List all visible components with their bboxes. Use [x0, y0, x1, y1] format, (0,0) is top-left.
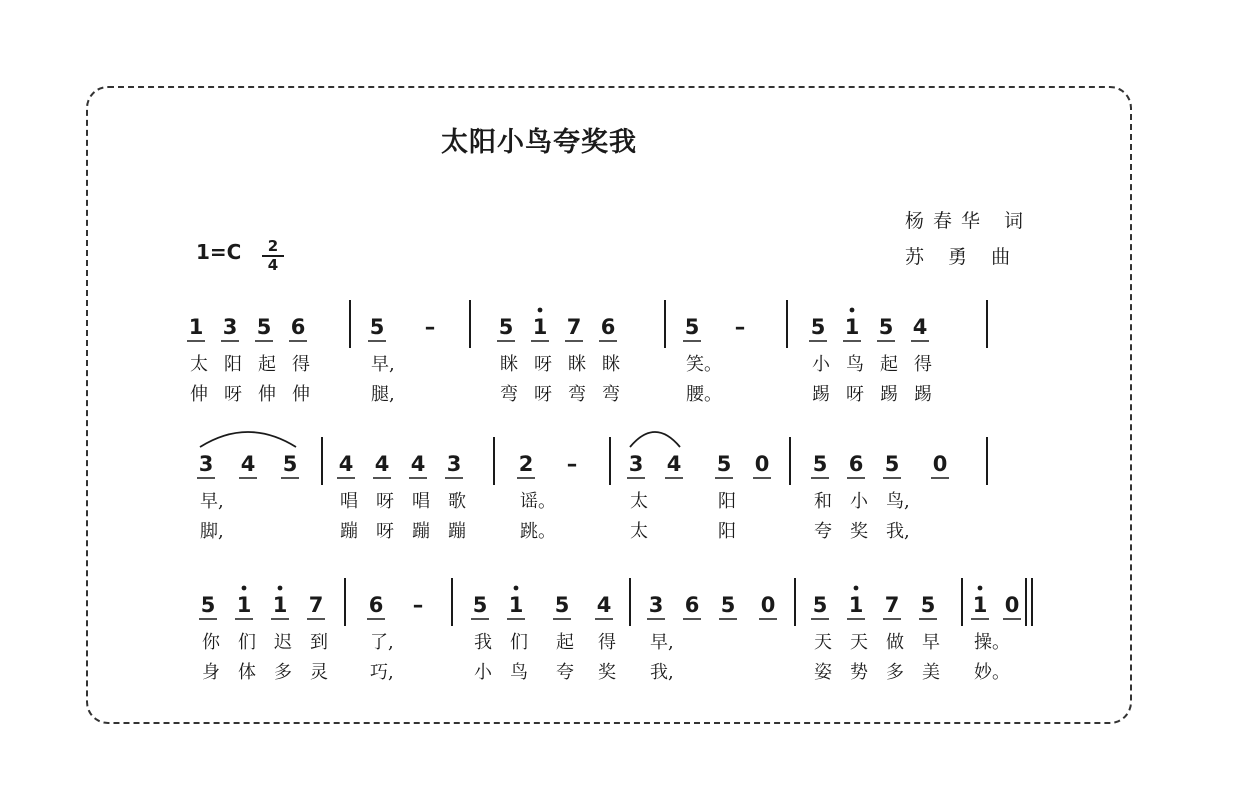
lyric-syllable: 得 — [598, 632, 616, 653]
lyric-syllable: 做 — [886, 632, 904, 653]
lyric-syllable: 眯 — [602, 354, 620, 375]
lyric-syllable: 美 — [922, 662, 940, 683]
lyric-syllable: 奖 — [850, 521, 868, 542]
note: 3 — [446, 452, 462, 476]
lyric-syllable: 早 — [922, 632, 940, 653]
high-octave-dot — [850, 308, 855, 313]
lyric-syllable: 我, — [650, 662, 674, 683]
lyric-syllable: 得 — [292, 354, 310, 375]
note: 5 — [498, 315, 514, 339]
note: 5 — [200, 593, 216, 617]
lyric-syllable: 多 — [886, 662, 904, 683]
lyric-syllable: 姿 — [814, 662, 832, 683]
lyric-syllable: 脚, — [200, 521, 224, 542]
lyric-syllable: 起 — [258, 354, 276, 375]
lyric-syllable: 伸 — [258, 384, 276, 405]
lyric-syllable: 弯 — [500, 384, 518, 405]
note: 3 — [648, 593, 664, 617]
note: 7 — [308, 593, 324, 617]
slur-arc — [630, 432, 680, 447]
lyricist-credit: 杨春华 词 — [905, 210, 1033, 232]
lyric-syllable: 我, — [886, 521, 910, 542]
note: 4 — [410, 452, 426, 476]
lyric-syllable: 蹦 — [340, 521, 358, 542]
note: 3 — [222, 315, 238, 339]
note: 7 — [884, 593, 900, 617]
lyric-syllable: 多 — [274, 662, 292, 683]
note: 5 — [282, 452, 298, 476]
note: 5 — [472, 593, 488, 617]
lyric-syllable: 谣。 — [520, 491, 556, 512]
note: 6 — [848, 452, 864, 476]
note: 2 — [518, 452, 534, 476]
note: 5 — [720, 593, 736, 617]
high-octave-dot — [854, 586, 859, 591]
note: 1 — [972, 593, 988, 617]
lyric-syllable: 早, — [650, 632, 674, 653]
note: 1 — [848, 593, 864, 617]
lyric-syllable: 蹦 — [412, 521, 430, 542]
note: 4 — [596, 593, 612, 617]
lyric-syllable: 呀 — [534, 354, 552, 375]
lyric-syllable: 踢 — [914, 384, 932, 405]
note: 5 — [884, 452, 900, 476]
lyric-syllable: 们 — [238, 632, 256, 653]
note: 0 — [754, 452, 770, 476]
lyric-syllable: 太 — [630, 521, 648, 542]
note: 4 — [338, 452, 354, 476]
lyric-syllable: 我 — [474, 632, 492, 653]
high-octave-dot — [538, 308, 543, 313]
lyric-syllable: 夸 — [814, 521, 832, 542]
lyric-syllable: 弯 — [602, 384, 620, 405]
lyric-syllable: 小 — [812, 354, 830, 375]
lyric-syllable: 伸 — [190, 384, 208, 405]
lyric-syllable: 早, — [200, 491, 224, 512]
note: 5 — [810, 315, 826, 339]
note: 6 — [600, 315, 616, 339]
lyric-syllable: 妙。 — [974, 662, 1010, 683]
lyric-syllable: 眯 — [568, 354, 586, 375]
note: 1 — [532, 315, 548, 339]
note: – — [412, 593, 424, 617]
key-signature: 1=C — [196, 240, 242, 264]
lyric-syllable: 踢 — [880, 384, 898, 405]
note: 5 — [554, 593, 570, 617]
composer-credit: 苏 勇 曲 — [905, 246, 1020, 268]
lyric-syllable: 呀 — [534, 384, 552, 405]
note: 4 — [240, 452, 256, 476]
lyric-syllable: 太 — [630, 491, 648, 512]
lyric-syllable: 鸟 — [510, 662, 528, 683]
lyric-syllable: 身 — [202, 662, 220, 683]
lyric-syllable: 巧, — [370, 662, 394, 683]
lyric-syllable: 阳 — [224, 354, 242, 375]
lyric-syllable: 灵 — [310, 662, 328, 683]
time-signature-bottom: 4 — [262, 255, 284, 274]
note: 0 — [1004, 593, 1020, 617]
lyric-syllable: 伸 — [292, 384, 310, 405]
lyric-syllable: 歌 — [448, 491, 466, 512]
lyric-syllable: 起 — [556, 632, 574, 653]
lyric-syllable: 天 — [814, 632, 832, 653]
note: 0 — [932, 452, 948, 476]
lyric-syllable: 奖 — [598, 662, 616, 683]
note: 4 — [374, 452, 390, 476]
high-octave-dot — [514, 586, 519, 591]
high-octave-dot — [242, 586, 247, 591]
slur-arc — [200, 432, 296, 447]
lyric-syllable: 腿, — [371, 384, 395, 405]
high-octave-dot — [978, 586, 983, 591]
lyric-syllable: 鸟, — [886, 491, 910, 512]
note: 1 — [236, 593, 252, 617]
lyric-syllable: 势 — [850, 662, 868, 683]
lyric-syllable: 笑。 — [686, 354, 722, 375]
lyric-syllable: 蹦 — [448, 521, 466, 542]
note: 6 — [684, 593, 700, 617]
note: 5 — [716, 452, 732, 476]
note: 5 — [878, 315, 894, 339]
lyric-syllable: 唱 — [340, 491, 358, 512]
note: – — [566, 452, 578, 476]
note: 1 — [272, 593, 288, 617]
note: 3 — [628, 452, 644, 476]
lyric-syllable: 眯 — [500, 354, 518, 375]
note: 4 — [912, 315, 928, 339]
lyric-syllable: 们 — [510, 632, 528, 653]
lyric-syllable: 唱 — [412, 491, 430, 512]
note: 3 — [198, 452, 214, 476]
lyric-syllable: 起 — [880, 354, 898, 375]
lyric-syllable: 你 — [202, 632, 220, 653]
note: 5 — [920, 593, 936, 617]
lyric-syllable: 太 — [190, 354, 208, 375]
time-signature-top: 2 — [267, 237, 279, 255]
lyric-syllable: 迟 — [274, 632, 292, 653]
lyric-syllable: 呀 — [376, 491, 394, 512]
lyric-syllable: 弯 — [568, 384, 586, 405]
note: 7 — [566, 315, 582, 339]
lyric-syllable: 呀 — [846, 384, 864, 405]
lyric-syllable: 阳 — [718, 491, 736, 512]
lyric-syllable: 呀 — [224, 384, 242, 405]
lyric-syllable: 了, — [370, 632, 394, 653]
note: 1 — [508, 593, 524, 617]
lyric-syllable: 天 — [850, 632, 868, 653]
note: 5 — [369, 315, 385, 339]
lyric-syllable: 夸 — [556, 662, 574, 683]
note: 6 — [290, 315, 306, 339]
note: 5 — [256, 315, 272, 339]
note: 6 — [368, 593, 384, 617]
lyric-syllable: 小 — [474, 662, 492, 683]
note: 0 — [760, 593, 776, 617]
lyric-syllable: 小 — [850, 491, 868, 512]
note: 5 — [684, 315, 700, 339]
lyric-syllable: 鸟 — [846, 354, 864, 375]
note: 5 — [812, 452, 828, 476]
note: – — [424, 315, 436, 339]
lyric-syllable: 体 — [238, 662, 256, 683]
lyric-syllable: 腰。 — [686, 384, 722, 405]
note: – — [734, 315, 746, 339]
note: 4 — [666, 452, 682, 476]
lyric-syllable: 踢 — [812, 384, 830, 405]
note: 1 — [844, 315, 860, 339]
lyric-syllable: 得 — [914, 354, 932, 375]
lyric-syllable: 和 — [814, 491, 832, 512]
lyric-syllable: 阳 — [718, 521, 736, 542]
high-octave-dot — [278, 586, 283, 591]
lyric-syllable: 呀 — [376, 521, 394, 542]
lyric-syllable: 早, — [371, 354, 395, 375]
note: 5 — [812, 593, 828, 617]
lyric-syllable: 操。 — [974, 632, 1010, 653]
note: 1 — [188, 315, 204, 339]
lyric-syllable: 跳。 — [520, 521, 556, 542]
song-title: 太阳小鸟夸奖我 — [441, 127, 637, 158]
lyric-syllable: 到 — [310, 632, 328, 653]
